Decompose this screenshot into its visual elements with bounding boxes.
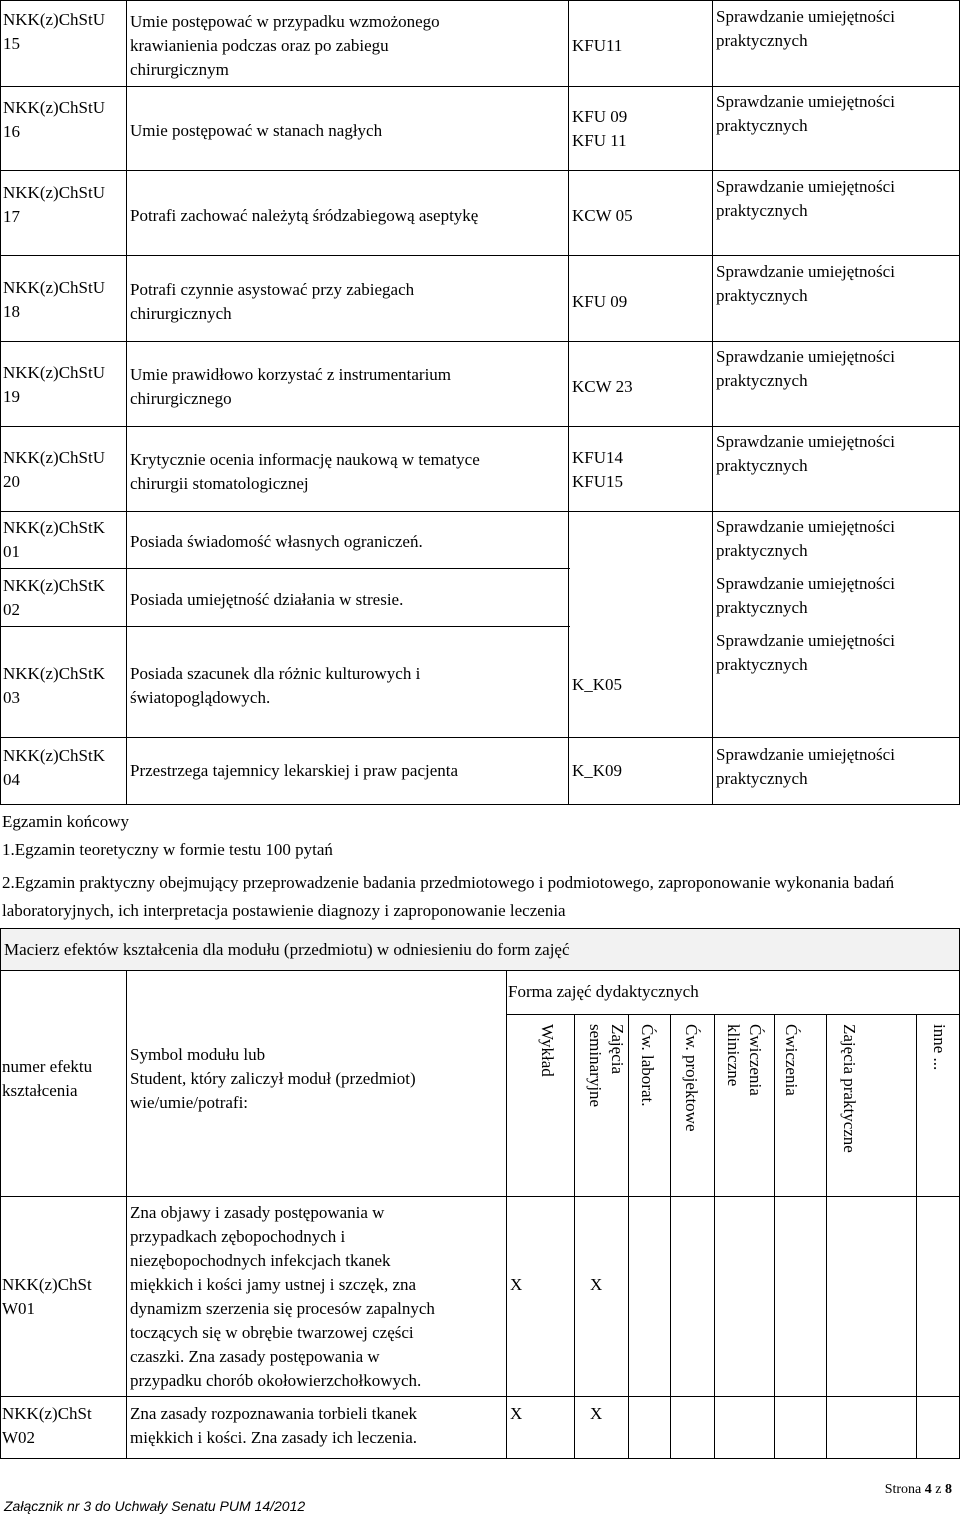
row-desc: Umie prawidłowo korzystać z instrumentarium chirurgicznego [130, 365, 452, 408]
matrix-mark: X [510, 1404, 523, 1423]
page-total: 8 [945, 1482, 952, 1497]
form-lecture: Wykład [538, 1024, 557, 1077]
page-prefix: Strona [884, 1482, 925, 1497]
row-desc: Posiada umiejętność działania w stresie. [130, 590, 404, 609]
row-ref: KFU11 [572, 36, 623, 55]
form-seminar: Zajęcia seminaryjne [586, 1024, 627, 1108]
form-practical: Zajęcia praktyczne [840, 1024, 859, 1153]
form-project: Ćw. projektowe [682, 1024, 701, 1132]
row-code: NKK(z)ChStU 20 [3, 448, 105, 491]
row-code: NKK(z)ChStU 16 [3, 98, 105, 141]
row-ref: KFU14 KFU15 [572, 448, 624, 491]
matrix-row-code: NKK(z)ChSt W02 [2, 1404, 92, 1447]
row-desc: Posiada szacunek dla różnic kulturowych i światopoglądowych. [130, 664, 421, 707]
row-method: Sprawdzanie umiejętności praktycznych [716, 745, 895, 788]
matrix-mark: X [590, 1275, 603, 1294]
row-method: Sprawdzanie umiejętności praktycznych [716, 177, 895, 220]
row-desc: Potrafi czynnie asystować przy zabiegach chirurgicznych [130, 280, 415, 323]
row-ref: KFU 09 KFU 11 [572, 107, 628, 150]
row-desc: Potrafi zachować należytą śródzabiegową aseptykę [130, 206, 479, 225]
row-code: NKK(z)ChStU 18 [3, 278, 105, 321]
col-symbol-header: Symbol modułu lub Student, który zaliczył moduł (przedmiot) wie/umie/potrafi: [130, 1045, 416, 1112]
page-mid: z [931, 1482, 945, 1497]
row-desc: Umie postępować w przypadku wzmożonego krawianienia podczas oraz po zabiegu chirurgicznym [130, 12, 440, 79]
form-clinical: Ćwiczenia kliniczne [724, 1024, 765, 1096]
forms-header: Forma zajęć dydaktycznych [508, 982, 699, 1001]
row-ref: K_K05 [572, 675, 623, 694]
matrix-mark: X [590, 1404, 603, 1423]
row-method: Sprawdzanie umiejętności praktycznych [716, 7, 895, 50]
exam-item-1: 1.Egzamin teoretyczny w formie testu 100 pytań [2, 840, 333, 859]
row-ref: K_K09 [572, 761, 623, 780]
row-code: NKK(z)ChStU 19 [3, 363, 105, 406]
page-number [885, 1478, 952, 1502]
matrix-title: Macierz efektów kształcenia dla modułu (przedmiotu) w odniesieniu do form zajęć [4, 940, 570, 959]
matrix-row-desc: Zna zasady rozpoznawania torbieli tkanek miękkich i kości. Zna zasady ich leczenia. [130, 1404, 417, 1447]
row-code: NKK(z)ChStK 02 [3, 576, 105, 619]
form-other: inne ... [930, 1024, 949, 1071]
row-method: Sprawdzanie umiejętności praktycznych [716, 262, 895, 305]
row-method: Sprawdzanie umiejętności praktycznych [716, 347, 895, 390]
exam-item-2: 2.Egzamin praktyczny obejmujący przeprowadzenie badania przedmiotowego i podmiotowego, zaproponowanie wykonania badań laboratoryjnych, ich interpretacja postawienie diagnozy i zaproponowanie leczenia [2, 873, 895, 920]
row-code: NKK(z)ChStK 04 [3, 746, 105, 789]
page-current: 4 [924, 1482, 932, 1497]
row-desc: Umie postępować w stanach nagłych [130, 121, 383, 140]
row-code: NKK(z)ChStK 01 [3, 518, 105, 561]
row-ref: KCW 23 [572, 377, 633, 396]
col-number-header: numer efektu kształcenia [2, 1057, 93, 1100]
row-method: Sprawdzanie umiejętności praktycznych [716, 92, 895, 135]
footer-attachment-note: Załącznik nr 3 do Uchwały Senatu PUM 14/2012 [4, 1498, 306, 1514]
matrix-row-code: NKK(z)ChSt W01 [2, 1275, 92, 1318]
row-method: Sprawdzanie umiejętności praktycznych [716, 574, 895, 617]
row-desc: Posiada świadomość własnych ograniczeń. [130, 532, 423, 551]
row-code: NKK(z)ChStU 15 [3, 10, 105, 53]
row-ref: KFU 09 [572, 292, 628, 311]
row-code: NKK(z)ChStK 03 [3, 664, 105, 707]
form-lab: Ćw. laborat. [638, 1024, 657, 1107]
matrix-mark: X [510, 1275, 523, 1294]
form-exercises: Ćwiczenia [782, 1024, 801, 1096]
matrix-row-desc: Zna objawy i zasady postępowania w przypadkach zębopochodnych i niezębopochodnych infekcjach tkanek miękkich i kości jamy ustnej i szczęk, zna dynamizm szerzenia się procesów zapalnych toczących się w obrębie twarzowej części czaszki. Zna zasady postępowania w przypadku chorób okołowierzchołkowych. [130, 1203, 435, 1390]
exam-title: Egzamin końcowy [2, 812, 129, 831]
row-ref: KCW 05 [572, 206, 633, 225]
row-method: Sprawdzanie umiejętności praktycznych [716, 517, 895, 560]
row-desc: Krytycznie ocenia informację naukową w tematyce chirurgii stomatologicznej [130, 450, 480, 493]
row-method: Sprawdzanie umiejętności praktycznych [716, 432, 895, 475]
row-desc: Przestrzega tajemnicy lekarskiej i praw pacjenta [130, 761, 459, 780]
row-method: Sprawdzanie umiejętności praktycznych [716, 631, 895, 674]
row-code: NKK(z)ChStU 17 [3, 183, 105, 226]
